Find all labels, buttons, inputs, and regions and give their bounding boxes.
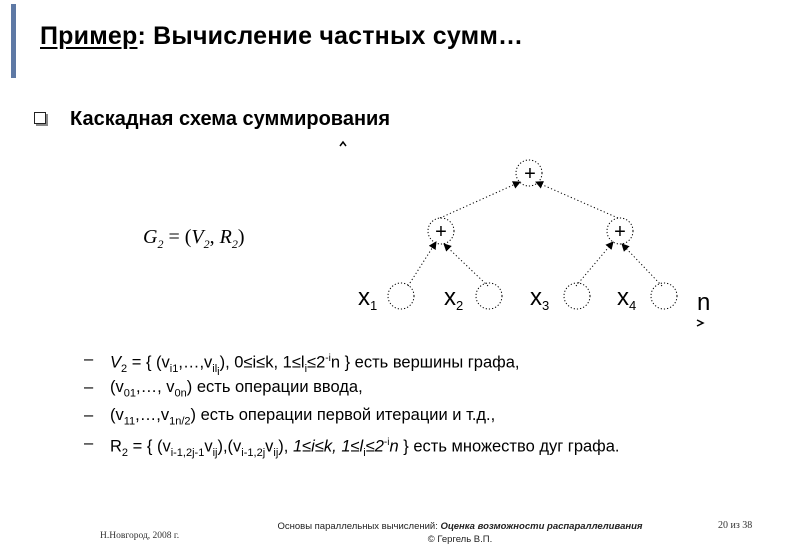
footer-location: Н.Новгород, 2008 г.	[100, 531, 180, 541]
leaf-node-4	[651, 283, 677, 309]
edge-left-to-root	[440, 182, 520, 218]
leaf-node-1	[388, 283, 414, 309]
formula-g: G	[143, 226, 158, 248]
formula-g-sub: 2	[157, 237, 164, 251]
footer-lecture-title: Оценка возможности распараллеливания	[440, 521, 643, 532]
caret-mark-top	[340, 142, 346, 146]
bullet-arcs: – $R_2$ = { $(v_{i-1,2j-1}v_{ij}),(v_{i-1,2j}v_{ij})$, 1≤i≤k, $1\le l_i\le 2^{-i}n$ } есть множество дуг графа.	[84, 432, 620, 460]
leaf-label-3: $x_3$	[530, 284, 550, 313]
formula-r-sub: 2	[231, 237, 238, 251]
leaf-label-4: $x_4$	[617, 284, 637, 313]
leaf-node-2	[476, 283, 502, 309]
cascade-summation-graph	[330, 138, 710, 338]
root-plus: +	[524, 163, 536, 185]
leaf-label-2: $x_2$	[444, 284, 464, 313]
subtitle-text: Каскадная схема суммирования	[70, 108, 391, 130]
edge-x2-to-left	[444, 244, 488, 286]
graph-formula	[143, 226, 245, 252]
n-label: n	[697, 289, 710, 316]
edge-x3-to-right	[576, 242, 613, 286]
footer-course-name: Основы параллельных вычислений:	[277, 521, 441, 532]
edge-right-to-root	[536, 182, 618, 218]
left-plus: +	[435, 221, 447, 243]
leaf-node-3	[564, 283, 590, 309]
slide-title	[40, 22, 523, 51]
right-plus: +	[614, 221, 626, 243]
bullet-input-ops: – ($v_{01},\dots$, $v_{0n}$) есть операции ввода,	[84, 376, 620, 404]
formula-r: R	[219, 226, 232, 248]
page-number: 20 из 38	[718, 520, 753, 531]
title-rest: : Вычисление частных сумм…	[137, 22, 524, 50]
leaf-labels	[358, 284, 710, 316]
bullet-list	[84, 348, 620, 460]
formula-sep: ,	[209, 226, 220, 248]
checkbox-bullet-icon	[34, 112, 46, 124]
caret-mark-right	[697, 320, 703, 326]
plus-labels	[435, 163, 626, 243]
subtitle	[34, 108, 390, 131]
title-keyword: Пример	[40, 22, 138, 50]
title-accent-bar	[11, 4, 16, 78]
bullet-vertices: – $V_2$ = { $(v_{i1},\dots,v_{il_i})$, 0≤i≤k, $1\le l_i\le 2^{-i}n$ } есть вершины графа,	[84, 348, 620, 376]
edge-x1-to-left	[408, 242, 436, 286]
edge-x4-to-right	[622, 244, 662, 286]
leaf-label-1: $x_1$	[358, 284, 378, 313]
formula-eq: = (	[163, 226, 192, 248]
bullet-first-iteration: – $(v_{11},\dots,v_{1n/2})$ есть операции первой итерации и т.д.,	[84, 404, 620, 432]
formula-v: V	[191, 226, 204, 248]
footer-author: © Гергель В.П.	[427, 534, 493, 545]
formula-v-sub: 2	[203, 237, 210, 251]
formula-close: )	[237, 226, 245, 248]
footer-course	[250, 520, 670, 546]
